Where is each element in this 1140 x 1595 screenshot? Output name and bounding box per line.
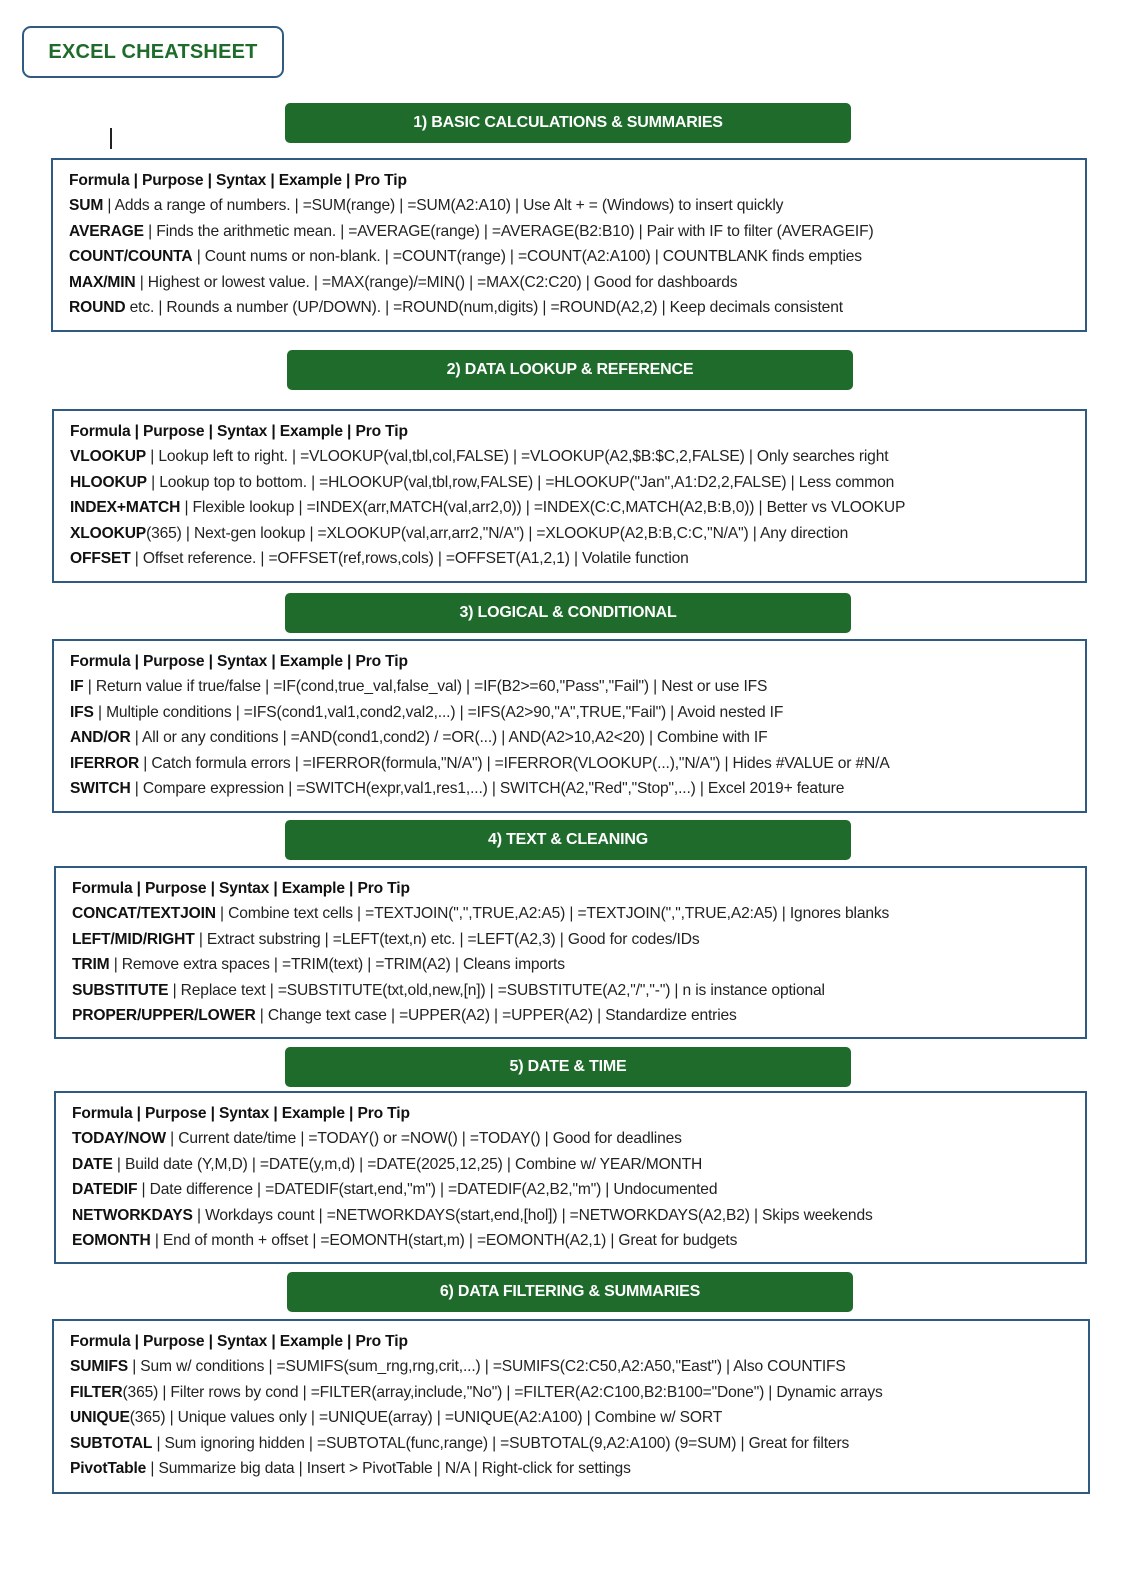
section-heading-filtering: 6) DATA FILTERING & SUMMARIES <box>287 1272 853 1312</box>
formula-row: PROPER/UPPER/LOWER | Change text case | =UPPER(A2) | =UPPER(A2) | Standardize entries <box>72 1006 737 1024</box>
formula-row: SUBSTITUTE | Replace text | =SUBSTITUTE(txt,old,new,[n]) | =SUBSTITUTE(A2,"/","-") | n is instance optional <box>72 981 825 999</box>
formula-row: IF | Return value if true/false | =IF(cond,true_val,false_val) | =IF(B2>=60,"Pass","Fail") | Nest or use IFS <box>70 678 768 696</box>
section-box-basic <box>51 158 1087 332</box>
section-box-lookup <box>52 409 1087 583</box>
section-box-filtering <box>52 1319 1090 1494</box>
section-box-text <box>54 866 1087 1039</box>
formula-row: AVERAGE | Finds the arithmetic mean. | =AVERAGE(range) | =AVERAGE(B2:B10) | Pair with IF to filter (AVERAGEIF) <box>69 222 874 240</box>
formula-row: IFERROR | Catch formula errors | =IFERROR(formula,"N/A") | =IFERROR(VLOOKUP(...),"N/A") | Hides #VALUE or #N/A <box>70 754 890 772</box>
formula-row: MAX/MIN | Highest or lowest value. | =MAX(range)/=MIN() | =MAX(C2:C20) | Good for dashboards <box>69 273 738 291</box>
formula-row: SUMIFS | Sum w/ conditions | =SUMIFS(sum_rng,rng,crit,...) | =SUMIFS(C2:C50,A2:A50,"East") | Also COUNTIFS <box>70 1358 846 1376</box>
header-row: Formula | Purpose | Syntax | Example | Pro Tip <box>69 172 407 189</box>
formula-row: COUNT/COUNTA | Count nums or non-blank. | =COUNT(range) | =COUNT(A2:A100) | COUNTBLANK finds empties <box>69 248 862 266</box>
header-row: Formula | Purpose | Syntax | Example | Pro Tip <box>70 1333 408 1350</box>
formula-row: INDEX+MATCH | Flexible lookup | =INDEX(arr,MATCH(val,arr2,0)) | =INDEX(C:C,MATCH(A2,B:B,0)) | Better vs VLOOKUP <box>70 499 906 517</box>
section-heading-logical: 3) LOGICAL & CONDITIONAL <box>285 593 851 633</box>
formula-row: ROUND etc. | Rounds a number (UP/DOWN). | =ROUND(num,digits) | =ROUND(A2,2) | Keep decimals consistent <box>69 298 843 316</box>
formula-row: VLOOKUP | Lookup left to right. | =VLOOKUP(val,tbl,col,FALSE) | =VLOOKUP(A2,$B:$C,2,FALSE) | Only searches right <box>70 448 889 466</box>
formula-row: CONCAT/TEXTJOIN | Combine text cells | =TEXTJOIN(",",TRUE,A2:A5) | =TEXTJOIN(",",TRUE,A2:A5) | Ignores blanks <box>72 905 890 923</box>
formula-row: XLOOKUP(365) | Next-gen lookup | =XLOOKUP(val,arr,arr2,"N/A") | =XLOOKUP(A2,B:B,C:C,"N/A") | Any direction <box>70 524 849 542</box>
formula-row: HLOOKUP | Lookup top to bottom. | =HLOOKUP(val,tbl,row,FALSE) | =HLOOKUP("Jan",A1:D2,2,FALSE) | Less common <box>70 473 895 491</box>
header-row: Formula | Purpose | Syntax | Example | Pro Tip <box>70 653 408 670</box>
formula-row: TODAY/NOW | Current date/time | =TODAY() or =NOW() | =TODAY() | Good for deadlines <box>72 1130 682 1148</box>
formula-row: UNIQUE(365) | Unique values only | =UNIQUE(array) | =UNIQUE(A2:A100) | Combine w/ SORT <box>70 1409 723 1427</box>
section-heading-text: 4) TEXT & CLEANING <box>285 820 851 860</box>
section-heading-date: 5) DATE & TIME <box>285 1047 851 1087</box>
formula-row: FILTER(365) | Filter rows by cond | =FILTER(array,include,"No") | =FILTER(A2:C100,B2:B100="Done") | Dynamic arrays <box>70 1383 883 1401</box>
formula-row: SWITCH | Compare expression | =SWITCH(expr,val1,res1,...) | SWITCH(A2,"Red","Stop",...) | Excel 2019+ feature <box>70 779 845 797</box>
formula-row: LEFT/MID/RIGHT | Extract substring | =LEFT(text,n) etc. | =LEFT(A2,3) | Good for codes/IDs <box>72 930 700 948</box>
formula-row: OFFSET | Offset reference. | =OFFSET(ref,rows,cols) | =OFFSET(A1,2,1) | Volatile function <box>70 549 689 567</box>
header-row: Formula | Purpose | Syntax | Example | Pro Tip <box>72 880 410 897</box>
formula-row: TRIM | Remove extra spaces | =TRIM(text) | =TRIM(A2) | Cleans imports <box>72 956 565 974</box>
section-heading-basic: 1) BASIC CALCULATIONS & SUMMARIES <box>285 103 851 143</box>
formula-row: DATEDIF | Date difference | =DATEDIF(start,end,"m") | =DATEDIF(A2,B2,"m") | Undocumented <box>72 1181 718 1199</box>
formula-row: IFS | Multiple conditions | =IFS(cond1,val1,cond2,val2,...) | =IFS(A2>90,"A",TRUE,"Fail") | Avoid nested IF <box>70 703 784 721</box>
formula-row: SUM | Adds a range of numbers. | =SUM(range) | =SUM(A2:A10) | Use Alt + = (Windows) to insert quickly <box>69 197 784 215</box>
section-heading-lookup: 2) DATA LOOKUP & REFERENCE <box>287 350 853 390</box>
formula-row: DATE | Build date (Y,M,D) | =DATE(y,m,d) | =DATE(2025,12,25) | Combine w/ YEAR/MONTH <box>72 1155 703 1173</box>
text-cursor <box>110 128 112 149</box>
section-box-logical <box>52 639 1087 813</box>
header-row: Formula | Purpose | Syntax | Example | Pro Tip <box>70 423 408 440</box>
formula-row: PivotTable | Summarize big data | Insert > PivotTable | N/A | Right-click for settings <box>70 1459 631 1477</box>
header-row: Formula | Purpose | Syntax | Example | Pro Tip <box>72 1105 410 1122</box>
formula-row: AND/OR | All or any conditions | =AND(cond1,cond2) / =OR(...) | AND(A2>10,A2<20) | Combine with IF <box>70 729 768 747</box>
formula-row: EOMONTH | End of month + offset | =EOMONTH(start,m) | =EOMONTH(A2,1) | Great for budgets <box>72 1231 738 1249</box>
section-box-date <box>54 1091 1087 1264</box>
page-title: EXCEL CHEATSHEET <box>22 26 284 78</box>
formula-row: NETWORKDAYS | Workdays count | =NETWORKDAYS(start,end,[hol]) | =NETWORKDAYS(A2,B2) | Skips weekends <box>72 1206 873 1224</box>
formula-row: SUBTOTAL | Sum ignoring hidden | =SUBTOTAL(func,range) | =SUBTOTAL(9,A2:A100) (9=SUM) | Great for filters <box>70 1434 850 1452</box>
